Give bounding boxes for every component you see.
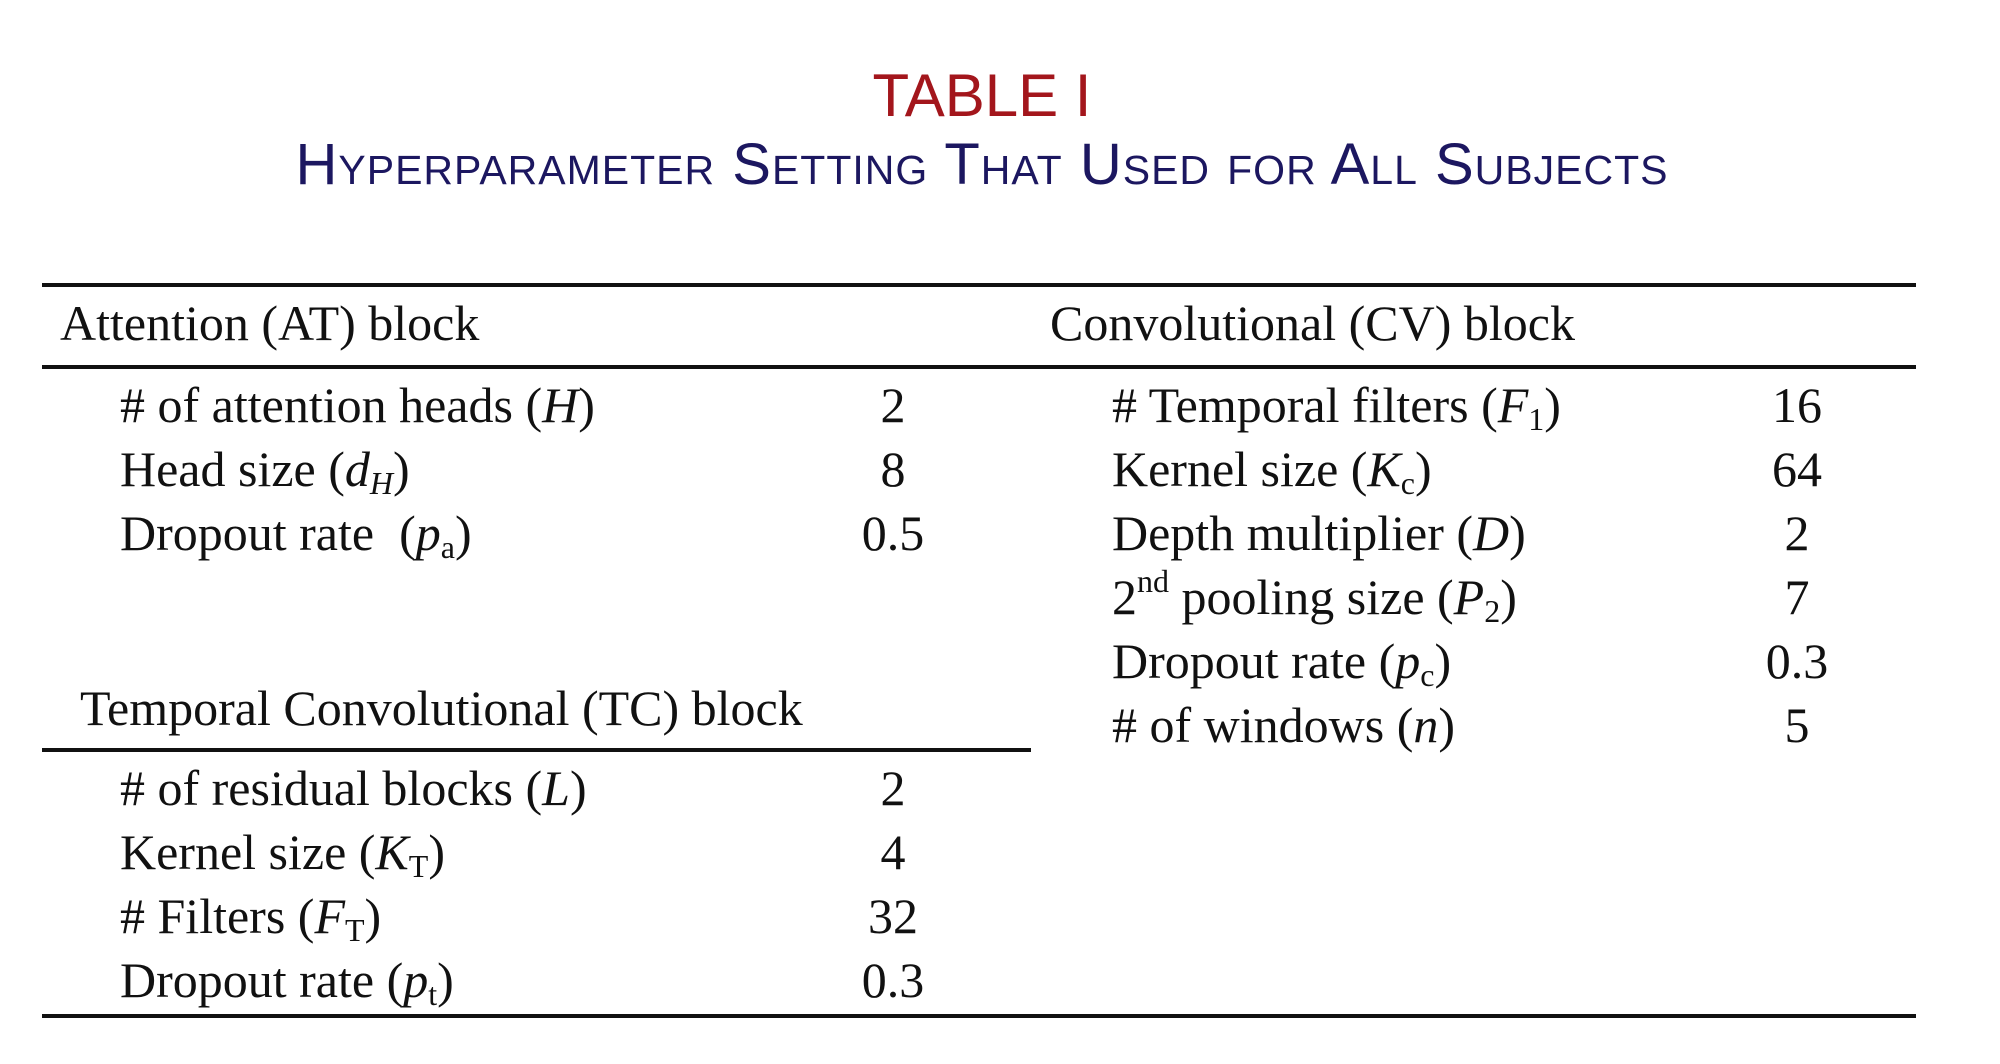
tc-row-2-label: # Filters $(F_T)$: [120, 888, 382, 948]
cv-row-3-value: 7: [1784, 569, 1810, 625]
cv-block-header: Convolutional (CV) block: [1050, 295, 1575, 351]
cv-row-1-value: 64: [1772, 441, 1822, 497]
cv-row-4-value: 0.3: [1765, 633, 1829, 689]
tc-header-rule: [42, 748, 1031, 752]
cv-row-2-label: Depth multiplier (D): [1112, 505, 1526, 561]
tc-row-3-label: Dropout rate $(p_t)$: [120, 952, 454, 1012]
at-block-header: Attention (AT) block: [60, 295, 480, 351]
cv-row-5-label: # of windows (n): [1112, 697, 1456, 753]
at-row-1-label: Head size $(d_H)$: [120, 441, 410, 501]
at-row-1-value: 8: [880, 441, 906, 497]
bottom-rule: [42, 1014, 1916, 1018]
cv-row-3-label: 2nd pooling size $(P_2)$: [1112, 563, 1517, 629]
header-rule: [42, 365, 1916, 369]
tc-row-1-label: Kernel size $(K_T)$: [120, 824, 445, 884]
tc-row-3-value: 0.3: [861, 952, 925, 1008]
cv-row-1-label: Kernel size $(K_c)$: [1112, 441, 1432, 501]
cv-row-0-value: 16: [1772, 377, 1822, 433]
cv-row-0-label: # Temporal filters $(F_1)$: [1112, 377, 1561, 437]
at-row-0-label: # of attention heads (H): [120, 377, 595, 433]
tc-row-0-value: 2: [880, 760, 906, 816]
at-row-2-label: Dropout rate $(p_a)$: [120, 505, 472, 565]
cv-row-2-value: 2: [1784, 505, 1810, 561]
tc-row-2-value: 32: [868, 888, 918, 944]
cv-row-4-label: Dropout rate $(p_c)$: [1112, 633, 1452, 693]
tc-row-0-label: # of residual blocks (L): [120, 760, 587, 816]
top-rule: [42, 283, 1916, 287]
table-title: Hyperparameter Setting That Used for All Subjects: [295, 132, 1669, 197]
at-row-2-value: 0.5: [861, 505, 925, 561]
tc-block-header: Temporal Convolutional (TC) block: [80, 680, 803, 736]
at-row-0-value: 2: [880, 377, 906, 433]
table-number: TABLE I: [872, 62, 1092, 129]
tc-row-1-value: 4: [880, 824, 906, 880]
cv-row-5-value: 5: [1784, 697, 1810, 753]
